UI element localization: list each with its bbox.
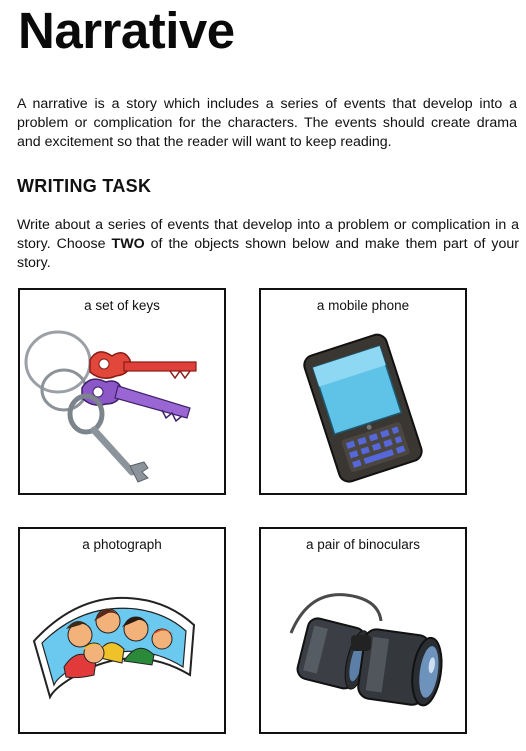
intro-paragraph: A narrative is a story which includes a series of events that develop into a problem or complication for the characters. The events should create drama and excitement so that the reader will want to keep reading. — [17, 96, 517, 150]
object-caption: a set of keys — [84, 298, 160, 313]
object-card-photograph — [18, 527, 226, 734]
object-caption: a pair of binoculars — [305, 537, 421, 552]
task-emphasis: TWO — [111, 236, 145, 252]
object-card-mobile-phone — [259, 288, 467, 495]
object-card-binoculars — [259, 527, 467, 734]
writing-task-heading: WRITING TASK — [17, 176, 152, 196]
object-caption: a photograph — [82, 537, 162, 552]
task-text-after: of the objects shown below and make them part of your story. — [17, 236, 520, 271]
keys-icon — [20, 290, 224, 493]
mobile-phone-icon — [261, 290, 465, 493]
page-title: Narrative — [18, 2, 235, 59]
object-caption: a mobile phone — [316, 298, 410, 313]
binoculars-icon — [261, 529, 465, 732]
task-text-before: Write about a series of events that develop into a problem or complication in a story. Choose — [17, 217, 519, 252]
photograph-icon — [20, 529, 224, 732]
writing-task-instructions — [17, 216, 519, 273]
object-card-keys — [18, 288, 226, 495]
